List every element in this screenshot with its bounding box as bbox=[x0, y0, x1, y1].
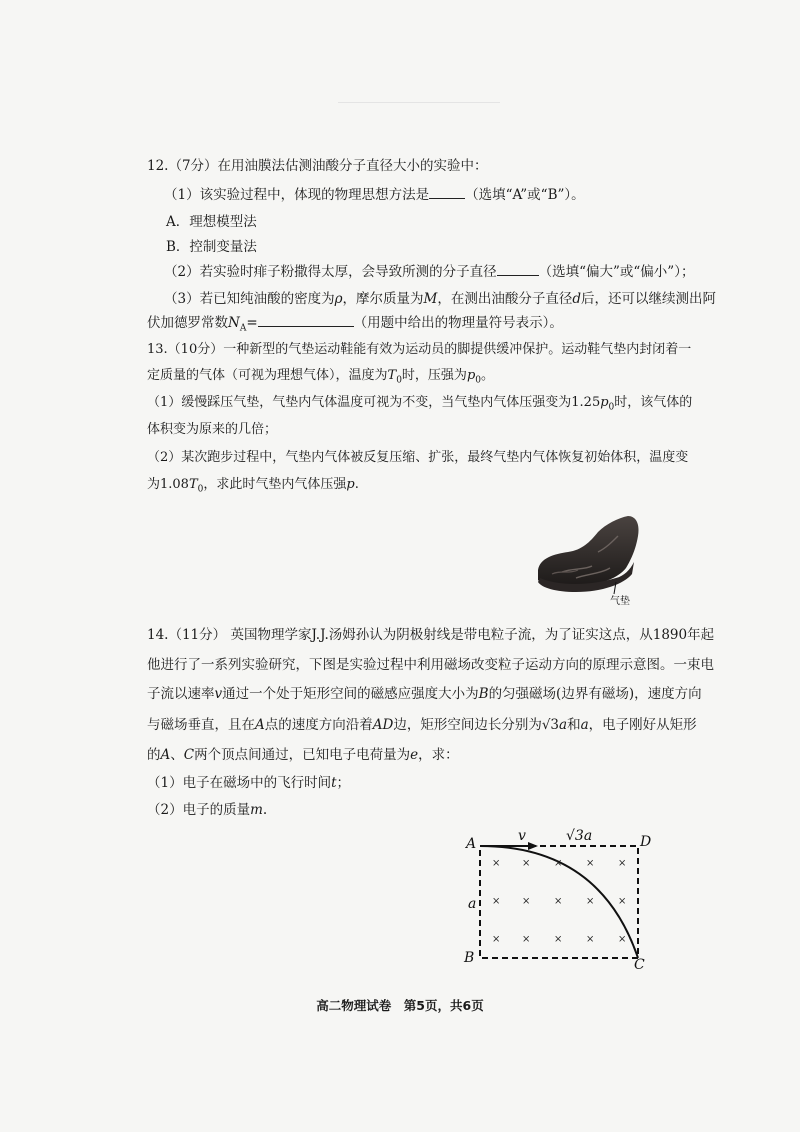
q12-part1: （1）该实验过程中，体现的物理思想方法是 （选填“A”或“B”）。 bbox=[164, 187, 585, 203]
q13-part1-line1: （1）缓慢踩压气垫，气垫内气体温度可视为不变，当气垫内气体压强变为$1.25p_0$时，该气体的 bbox=[147, 395, 693, 413]
magnetic-field-diagram bbox=[460, 822, 660, 970]
answer-blank[interactable] bbox=[497, 263, 539, 276]
air-cushion-shoe-image bbox=[532, 512, 644, 606]
vertex-c-label: C bbox=[634, 957, 645, 970]
field-cross-icon: × bbox=[586, 934, 595, 945]
field-crosses bbox=[492, 858, 626, 945]
field-cross-icon: × bbox=[554, 896, 563, 907]
q13-stem-line2: 定质量的气体（可视为理想气体），温度为$T_0$时，压强为$p_0$。 bbox=[147, 368, 495, 386]
velocity-label: v bbox=[518, 828, 526, 844]
field-cross-icon: × bbox=[586, 896, 595, 907]
q12-part2: （2）若实验时痱子粉撒得太厚，会导致所测的分子直径 （选填“偏大”或“偏小”）； bbox=[164, 264, 695, 280]
q14-stem-line5: 的A、C两个顶点间通过，已知电子电荷量为e，求： bbox=[147, 747, 459, 763]
q13-part2-line2: 为$1.08T_0$，求此时气垫内气体压强p. bbox=[147, 477, 359, 495]
q14-part2: （2）电子的质量m. bbox=[147, 802, 268, 818]
q12-stem: 12.（7分）在用油膜法估测油酸分子直径大小的实验中： bbox=[147, 158, 488, 174]
q13-part2-line1: （2）某次跑步过程中，气垫内气体被反复压缩、扩张，最终气垫内气体恢复初始体积，温度变 bbox=[147, 450, 689, 465]
air-cushion-label: 气垫 bbox=[610, 596, 630, 606]
field-cross-icon: × bbox=[492, 896, 501, 907]
vertex-a-label: A bbox=[466, 836, 477, 852]
field-cross-icon: × bbox=[618, 896, 627, 907]
q14-stem-line3: 子流以速率v通过一个处于矩形空间的磁感应强度大小为B的匀强磁场(边界有磁场)，速度方向 bbox=[147, 686, 702, 702]
page-footer: 高二物理试卷 第5页，共6页 bbox=[316, 998, 484, 1013]
field-cross-icon: × bbox=[586, 858, 595, 869]
field-cross-icon: × bbox=[554, 934, 563, 945]
field-cross-icon: × bbox=[522, 896, 531, 907]
q13-part1-line2: 体积变为原来的几倍； bbox=[147, 422, 278, 437]
q14-stem-line4: 与磁场垂直，且在A点的速度方向沿着AD边，矩形空间边长分别为√3a和a，电子刚好从矩形 bbox=[147, 717, 697, 733]
q12-part3-line1: （3）若已知纯油酸的密度为ρ，摩尔质量为M，在测出油酸分子直径d后，还可以继续测出阿 bbox=[164, 291, 717, 307]
q14-stem-line2: 他进行了一系列实验研究，下图是实验过程中利用磁场改变粒子运动方向的原理示意图。一束电 bbox=[147, 657, 714, 673]
answer-blank[interactable] bbox=[258, 314, 354, 327]
field-cross-icon: × bbox=[492, 858, 501, 869]
q14-stem-line1: 14.（11分） 英国物理学家J.J.汤姆孙认为阴极射线是带电粒子流，为了证实这点，从1890年起 bbox=[147, 627, 715, 643]
field-cross-icon: × bbox=[554, 858, 563, 869]
vertex-d-label: D bbox=[640, 834, 652, 850]
field-cross-icon: × bbox=[618, 858, 627, 869]
field-cross-icon: × bbox=[522, 858, 531, 869]
q14-part1: （1）电子在磁场中的飞行时间t； bbox=[147, 775, 351, 791]
vertex-b-label: B bbox=[464, 950, 475, 966]
q13-stem-line1: 13.（10分）一种新型的气垫运动鞋能有效为运动员的脚提供缓冲保护。运动鞋气垫内封闭着一 bbox=[147, 342, 692, 357]
q12-option-a: A．理想模型法 bbox=[166, 214, 257, 230]
field-cross-icon: × bbox=[618, 934, 627, 945]
q12-option-b: B．控制变量法 bbox=[166, 239, 257, 255]
q12-part3-line2: 伏加德罗常数$N_A=$ （用题中给出的物理量符号表示）。 bbox=[147, 315, 563, 334]
top-rule bbox=[338, 102, 500, 103]
left-length-label: a bbox=[468, 896, 477, 912]
field-cross-icon: × bbox=[492, 934, 501, 945]
field-cross-icon: × bbox=[522, 934, 531, 945]
arrow-head-icon bbox=[528, 842, 538, 850]
top-length-label: √3a bbox=[566, 828, 593, 844]
answer-blank[interactable] bbox=[429, 186, 465, 199]
